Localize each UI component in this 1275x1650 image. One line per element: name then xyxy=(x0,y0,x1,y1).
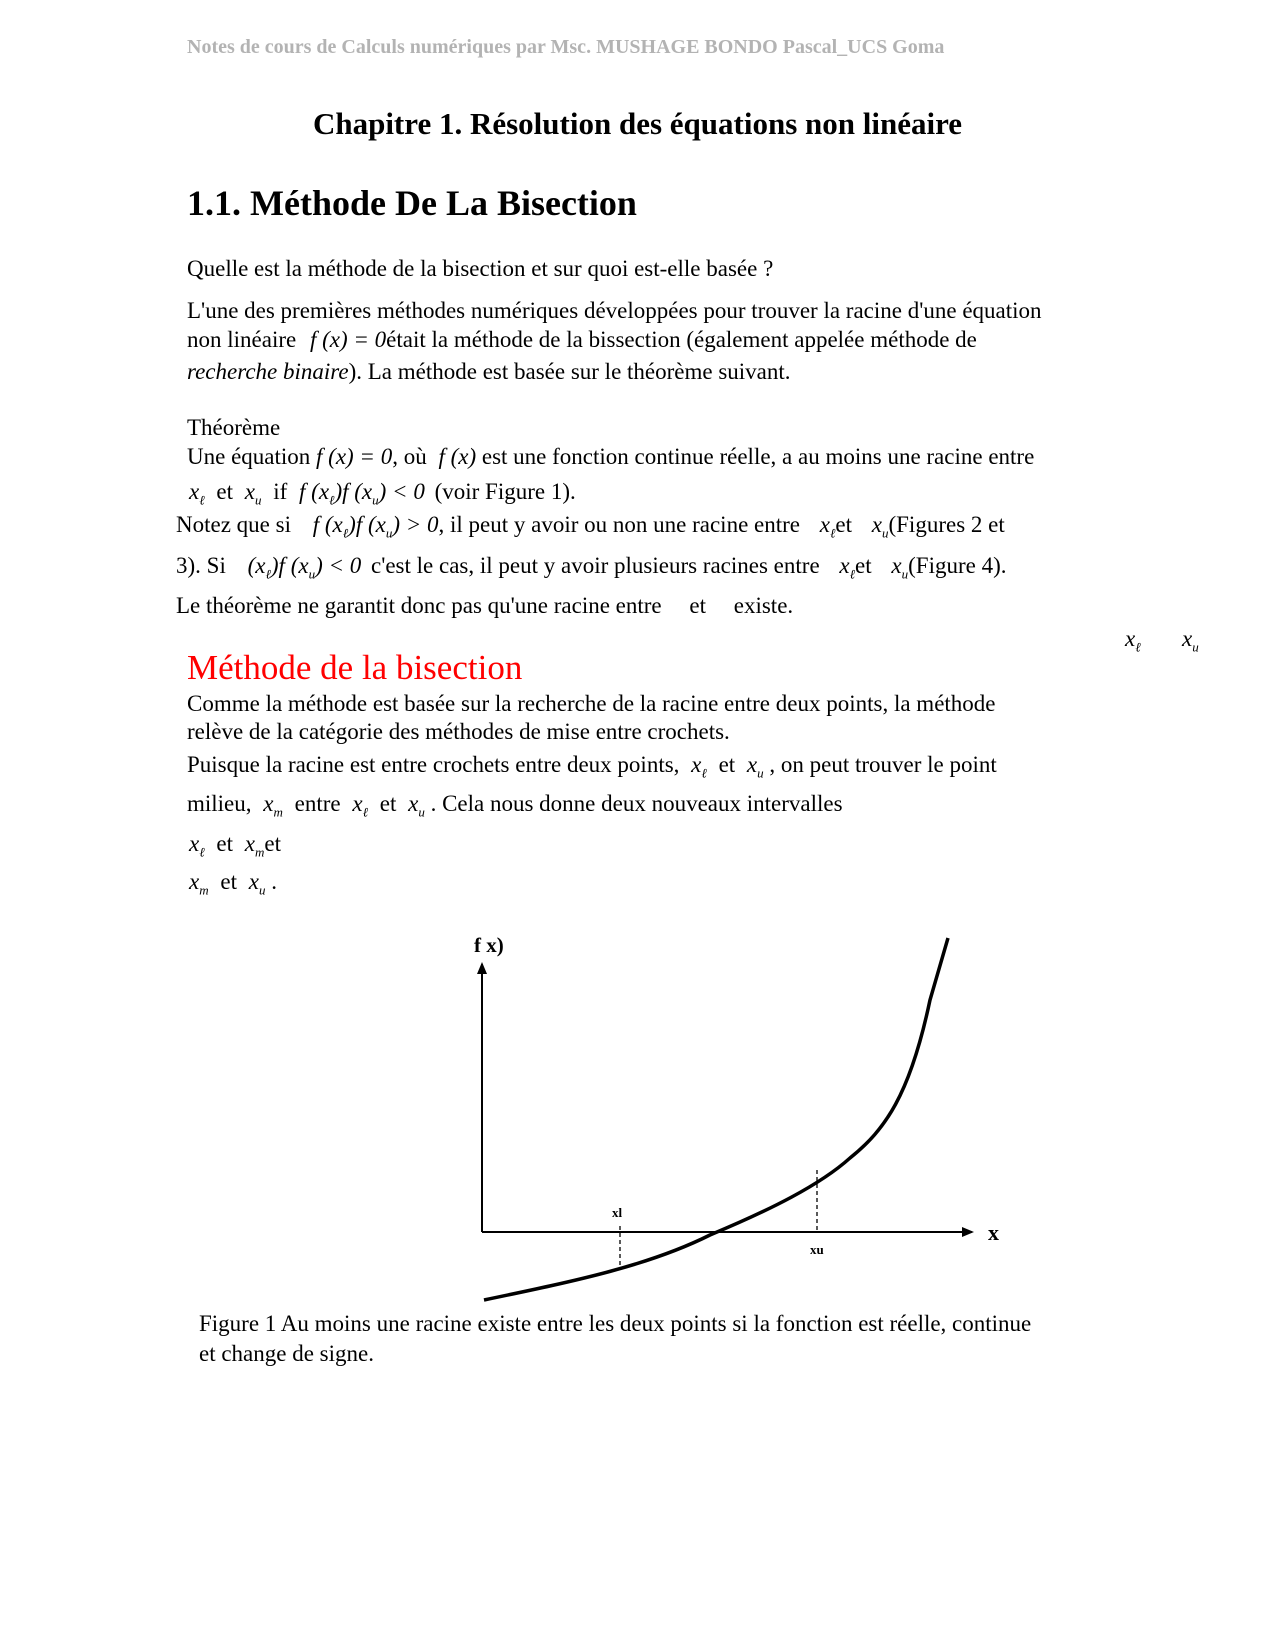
note-text: (Figure 4). xyxy=(908,553,1007,578)
intro-line-2 xyxy=(187,328,977,351)
equation: f (x) xyxy=(438,444,477,469)
method-text: . Cela nous donne deux nouveaux intervalles xyxy=(430,791,843,816)
conjunction: et xyxy=(379,791,397,816)
figure-caption-line-2: et change de signe. xyxy=(199,1341,374,1366)
intro-text: non linéaire xyxy=(187,327,297,352)
interval-2 xyxy=(189,870,277,897)
subscript: ℓ xyxy=(829,525,836,541)
equation-part: ) > 0 xyxy=(392,512,439,537)
note-text: (Figures 2 et xyxy=(888,512,1005,537)
xu-label: xu xyxy=(810,1242,824,1257)
equation: f (x) = 0 xyxy=(316,444,393,469)
stray-symbol-xu xyxy=(1182,627,1199,654)
note-line-1 xyxy=(176,513,1005,540)
subscript: u xyxy=(901,566,909,582)
method-p1-line-1: Comme la méthode est basée sur la recherche de la racine entre deux points, la méthode xyxy=(187,691,996,716)
symbol-x: x xyxy=(746,752,758,777)
subscript: m xyxy=(273,804,283,820)
intro-text: était la méthode de la bissection (également appelée méthode de xyxy=(386,327,977,352)
equation-part: )f (x xyxy=(348,512,386,537)
subscript: u xyxy=(308,566,316,582)
note-text: , il peut y avoir ou non une racine entre xyxy=(438,512,801,537)
question-text: Quelle est la méthode de la bisection et sur quoi est-elle basée ? xyxy=(187,256,774,281)
subscript: m xyxy=(254,844,265,860)
x-axis-label: x xyxy=(988,1220,999,1245)
conjunction: et xyxy=(718,752,736,777)
symbol-x: x xyxy=(408,791,419,816)
punctuation: . xyxy=(271,869,277,894)
subscript: ℓ xyxy=(199,492,205,508)
equation-part: f (x xyxy=(299,479,330,504)
note-text: Le théorème ne garantit donc pas qu'une racine entre xyxy=(176,593,662,618)
theorem-line-2 xyxy=(189,480,576,507)
intro-line-1: L'une des premières méthodes numériques développées pour trouver la racine d'une équation xyxy=(187,298,1042,323)
method-text: entre xyxy=(294,791,341,816)
conjunction: et xyxy=(220,869,237,894)
interval-1 xyxy=(189,832,281,859)
equation-part: (x xyxy=(247,553,266,578)
symbol-x: x xyxy=(248,869,259,894)
note-line-3 xyxy=(176,594,793,617)
equation-part: ) < 0 xyxy=(378,479,425,504)
symbol-x: x xyxy=(244,831,255,856)
y-axis-label: f x) xyxy=(474,933,504,957)
equation-part: ) < 0 xyxy=(315,553,362,578)
subscript: u xyxy=(254,492,262,508)
equation xyxy=(312,512,439,541)
equation-part: )f (x xyxy=(334,479,373,504)
intro-text: ). La méthode est basée sur le théorème suivant. xyxy=(348,359,791,384)
symbol-x: x xyxy=(189,831,200,856)
subscript: u xyxy=(757,765,764,781)
method-text: , on peut trouver le point xyxy=(769,752,997,777)
symbol-x: x xyxy=(891,553,902,578)
conjunction: et xyxy=(689,593,706,618)
note-text: c'est le cas, il peut y avoir plusieurs racines entre xyxy=(371,553,820,578)
symbol-x: x xyxy=(352,791,363,816)
subscript: ℓ xyxy=(362,804,368,820)
subscript: u xyxy=(418,804,425,820)
emphasis-text: recherche binaire xyxy=(187,359,349,384)
note-text: existe. xyxy=(733,593,794,618)
chapter-title: Chapitre 1. Résolution des équations non linéaire xyxy=(312,106,963,141)
theorem-title: Théorème xyxy=(187,415,281,440)
theorem-text: Une équation xyxy=(187,444,311,469)
method-text: Puisque la racine est entre crochets entre deux points, xyxy=(187,752,680,777)
note-line-2 xyxy=(176,554,1007,581)
subscript: u xyxy=(881,525,889,541)
symbol-x: x xyxy=(819,512,830,537)
xl-label: xl xyxy=(612,1205,623,1220)
equation xyxy=(299,479,425,508)
subscript: u xyxy=(1192,639,1199,655)
subscript: u xyxy=(258,882,266,898)
method-p2-line-1 xyxy=(187,753,997,780)
symbol-x: x xyxy=(1125,626,1136,651)
equation-part: f (x xyxy=(312,512,343,537)
subscript: ℓ xyxy=(849,566,856,582)
symbol-x: x xyxy=(691,752,702,777)
theorem-text: est une fonction continue réelle, a au moins une racine entre xyxy=(481,444,1035,469)
symbol-x: x xyxy=(839,553,850,578)
equation-part: )f (x xyxy=(270,553,309,578)
conjunction: if xyxy=(273,479,288,504)
stray-symbol-xl xyxy=(1125,627,1141,654)
symbol-x: x xyxy=(189,869,200,894)
note-text: Notez que si xyxy=(176,512,291,537)
subscript: u xyxy=(372,492,379,508)
figure-caption-line-1: Figure 1 Au moins une racine existe entre les deux points si la fonction est réelle, continue xyxy=(199,1311,1032,1336)
conjunction: et xyxy=(855,553,872,578)
subscript: ℓ xyxy=(1135,639,1141,655)
figure-1-graph xyxy=(440,930,1020,1330)
conjunction: et xyxy=(216,479,233,504)
conjunction: et xyxy=(264,831,281,856)
note-text: 3). Si xyxy=(176,553,226,578)
symbol-x: x xyxy=(189,479,200,504)
function-curve xyxy=(484,938,948,1300)
section-title: 1.1. Méthode De La Bisection xyxy=(187,183,637,223)
figure-reference: (voir Figure 1). xyxy=(434,479,576,504)
intro-line-3 xyxy=(187,360,791,383)
subscript: ℓ xyxy=(329,492,335,508)
subscript: ℓ xyxy=(701,765,707,781)
symbol-x: x xyxy=(871,512,882,537)
subscript: ℓ xyxy=(265,566,271,582)
method-title: Méthode de la bisection xyxy=(187,648,523,687)
conjunction: et xyxy=(216,831,233,856)
theorem-line-1 xyxy=(187,445,1034,468)
theorem-text: , où xyxy=(392,444,427,469)
subscript: m xyxy=(199,882,209,898)
equation: f (x) = 0 xyxy=(309,327,387,352)
subscript: u xyxy=(385,525,393,541)
method-text: milieu, xyxy=(187,791,252,816)
subscript: ℓ xyxy=(199,844,205,860)
method-p1-line-2: relève de la catégorie des méthodes de mise entre crochets. xyxy=(187,719,730,744)
method-p2-line-2 xyxy=(187,792,843,819)
equation xyxy=(247,553,362,582)
symbol-x: x xyxy=(244,479,255,504)
subscript: ℓ xyxy=(342,525,349,541)
page-header: Notes de cours de Calculs numériques par Msc. MUSHAGE BONDO Pascal_UCS Goma xyxy=(187,36,945,58)
symbol-x: x xyxy=(263,791,274,816)
symbol-x: x xyxy=(1182,626,1193,651)
conjunction: et xyxy=(835,512,853,537)
